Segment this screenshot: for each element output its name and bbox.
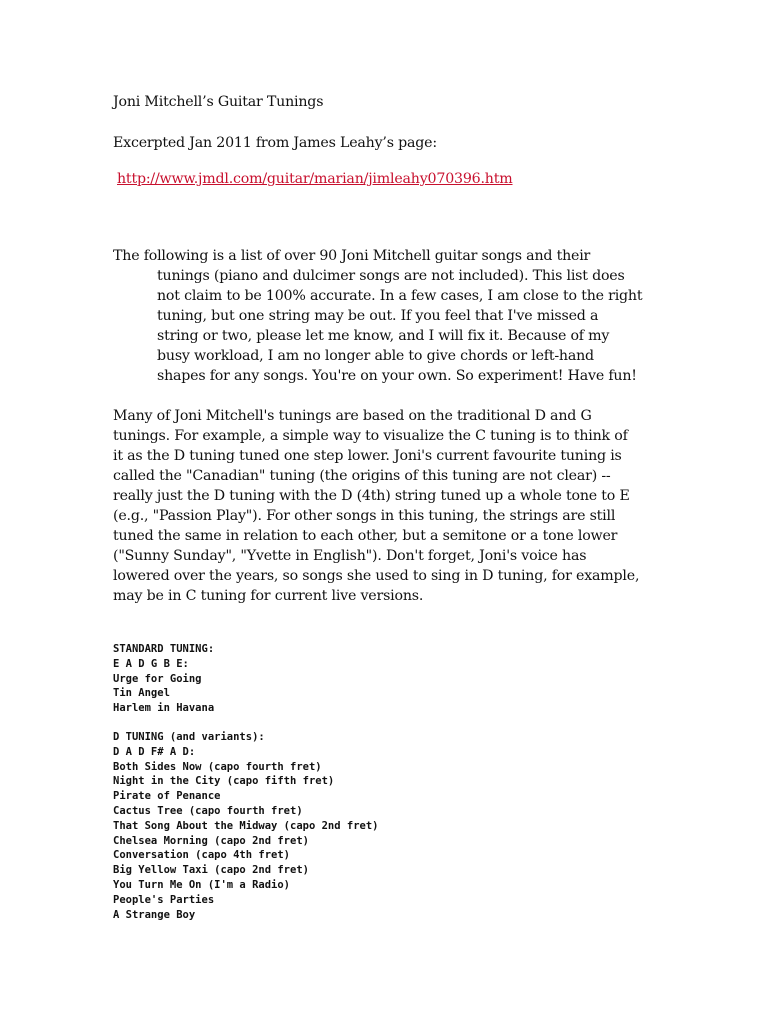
intro-line: not claim to be 100% accurate. In a few cases, I am close to the right xyxy=(157,288,643,304)
intro-line: tunings (piano and dulcimer songs are not included). This list does xyxy=(157,268,625,284)
excerpt-line: Excerpted Jan 2011 from James Leahy’s page: xyxy=(113,135,437,151)
tunings-line: ("Sunny Sunday", "Yvette in English"). Don't forget, Joni's voice has xyxy=(113,548,587,564)
d-tuning-section xyxy=(113,730,379,922)
section-heading: STANDARD TUNING: xyxy=(113,643,215,655)
intro-line: shapes for any songs. You're on your own. So experiment! Have fun! xyxy=(157,368,637,384)
tunings-line: it as the D tuning tuned one step lower. Joni's current favourite tuning is xyxy=(113,448,622,464)
song-item: People's Parties xyxy=(113,893,215,906)
song-item: That Song About the Midway (capo 2nd fret) xyxy=(113,819,379,832)
tunings-line: tuned the same in relation to each other, but a semitone or a tone lower xyxy=(113,528,618,544)
intro-line: busy workload, I am no longer able to give chords or left-hand xyxy=(157,348,594,364)
song-item: Both Sides Now (capo fourth fret) xyxy=(113,760,322,773)
intro-line: The following is a list of over 90 Joni Mitchell guitar songs and their xyxy=(113,248,591,264)
song-item: Big Yellow Taxi (capo 2nd fret) xyxy=(113,864,309,877)
tunings-line: Many of Joni Mitchell's tunings are based on the traditional D and G xyxy=(113,408,592,424)
tunings-line: really just the D tuning with the D (4th) string tuned up a whole tone to E xyxy=(113,488,630,504)
source-link[interactable]: http://www.jmdl.com/guitar/marian/jimleahy070396.htm xyxy=(117,171,513,187)
tunings-line: may be in C tuning for current live versions. xyxy=(113,588,424,604)
song-item: A Strange Boy xyxy=(113,908,196,921)
intro-line: string or two, please let me know, and I will fix it. Because of my xyxy=(157,328,610,344)
tunings-line: lowered over the years, so songs she used to sing in D tuning, for example, xyxy=(113,568,640,584)
tunings-line: called the "Canadian" tuning (the origins of this tuning are not clear) -- xyxy=(113,468,611,484)
song-item: Tin Angel xyxy=(113,687,170,700)
standard-tuning-section xyxy=(113,642,214,716)
intro-indented-block xyxy=(113,266,658,386)
song-item: Conversation (capo 4th fret) xyxy=(113,849,291,862)
tunings-line: (e.g., "Passion Play"). For other songs in this tuning, the strings are still xyxy=(113,508,616,524)
section-heading: D TUNING (and variants): xyxy=(113,731,265,743)
tuning-notes: D A D F# A D: xyxy=(113,745,196,758)
intro-paragraph xyxy=(113,246,658,386)
song-item: Night in the City (capo fifth fret) xyxy=(113,775,335,788)
song-item: Chelsea Morning (capo 2nd fret) xyxy=(113,834,309,847)
song-item: Harlem in Havana xyxy=(113,702,215,715)
tuning-notes: E A D G B E: xyxy=(113,657,189,670)
song-item: Cactus Tree (capo fourth fret) xyxy=(113,804,303,817)
tunings-paragraph xyxy=(113,406,658,606)
song-item: You Turn Me On (I'm a Radio) xyxy=(113,878,291,891)
song-item: Pirate of Penance xyxy=(113,790,221,803)
intro-line: tuning, but one string may be out. If you feel that I've missed a xyxy=(157,308,599,324)
tunings-line: tunings. For example, a simple way to visualize the C tuning is to think of xyxy=(113,428,628,444)
document-title: Joni Mitchell’s Guitar Tunings xyxy=(113,94,324,110)
song-item: Urge for Going xyxy=(113,672,202,685)
